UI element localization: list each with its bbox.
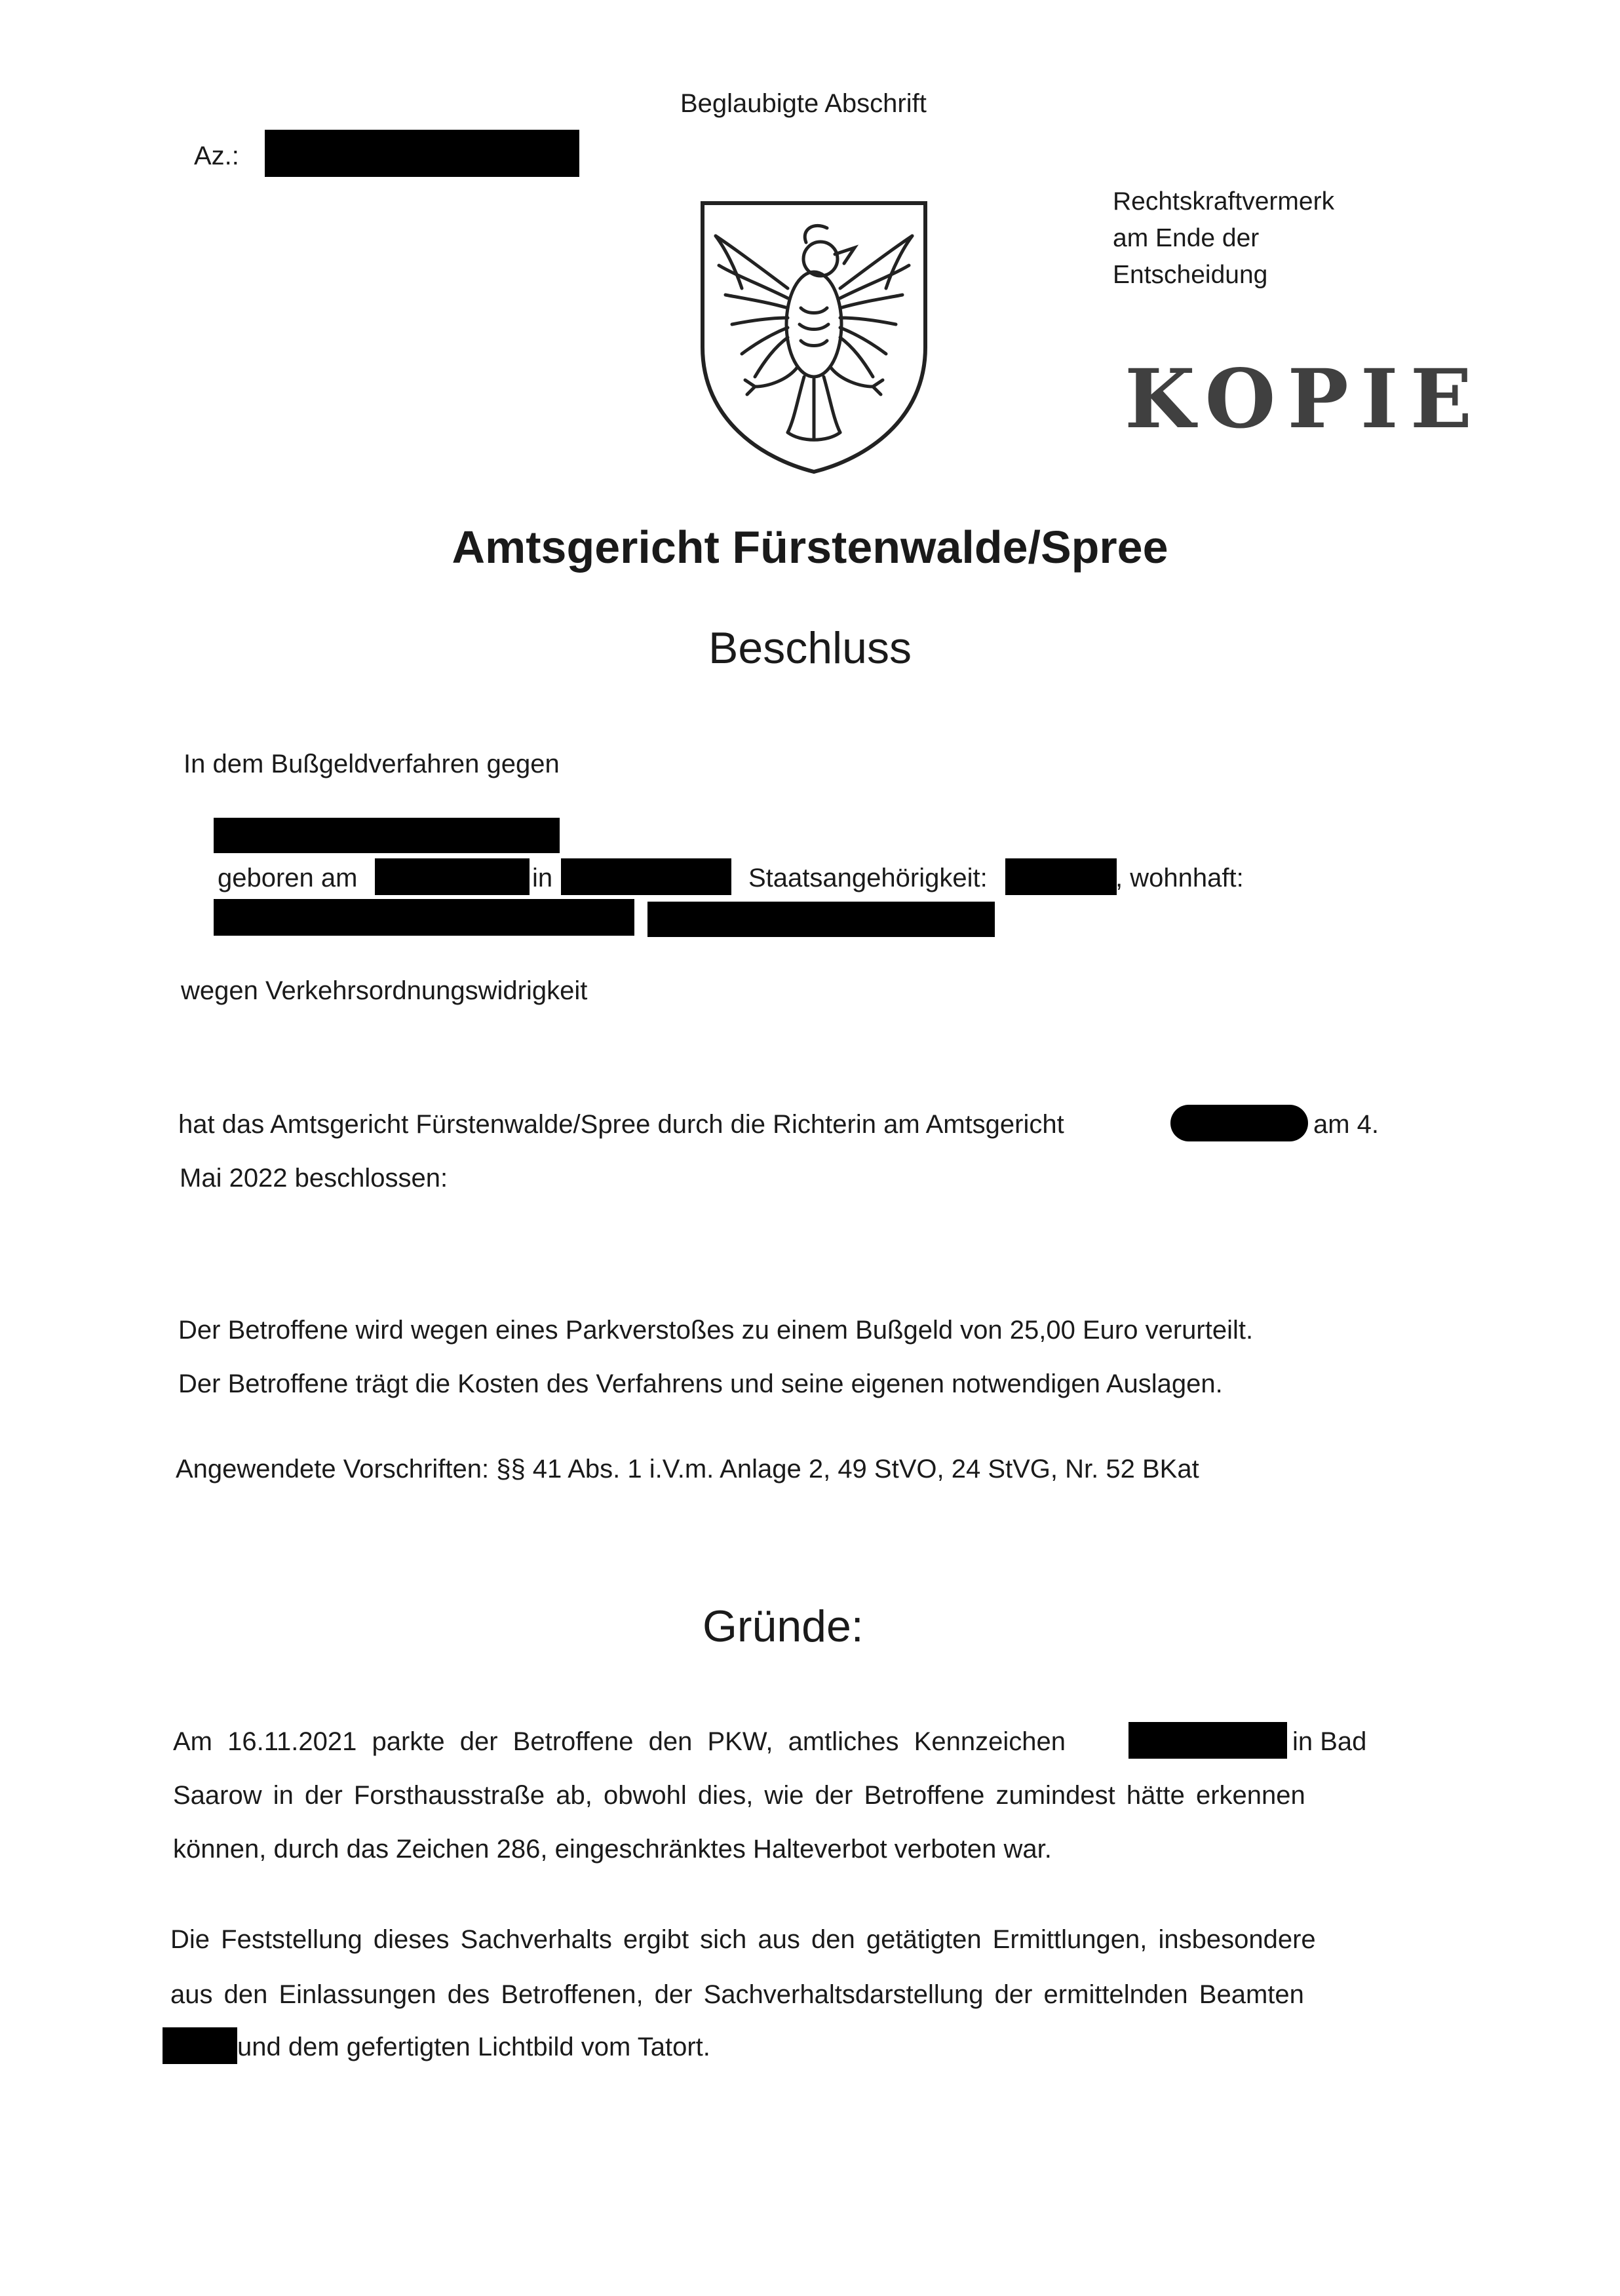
reasons-heading: Gründe: — [703, 1601, 864, 1651]
born-label: geboren am — [218, 864, 358, 892]
finality-note-line-3: Entscheidung — [1113, 261, 1268, 289]
reasons-1-line-3: können, durch das Zeichen 286, eingeschränktes Halteverbot verboten war. — [173, 1835, 1052, 1864]
redacted-name — [214, 818, 560, 853]
reasons-2-line-3: und dem gefertigten Lichtbild vom Tatort. — [237, 2033, 710, 2061]
decision-line-1-text: hat das Amtsgericht Fürstenwalde/Spree durch die Richterin am Amtsgericht — [178, 1110, 1064, 1139]
reasons-1-line-2: Saarow in der Forsthausstraße ab, obwohl dies, wie der Betroffene zumindest hätte erkennen — [173, 1781, 1305, 1810]
redacted-nationality — [1005, 858, 1117, 895]
document-type: Beschluss — [708, 623, 912, 673]
redacted-judge-name — [1170, 1105, 1308, 1141]
redacted-officer-name — [163, 2027, 237, 2064]
redacted-case-number — [265, 130, 579, 177]
nationality-label: Staatsangehörigkeit: — [748, 864, 988, 892]
decision-line-1-end: am 4. — [1313, 1110, 1379, 1139]
certified-copy-label: Beglaubigte Abschrift — [680, 89, 927, 118]
redacted-birth-date — [375, 858, 530, 895]
court-name: Amtsgericht Fürstenwalde/Spree — [452, 522, 1168, 573]
verdict-line-1: Der Betroffene wird wegen eines Parkverstoßes zu einem Bußgeld von 25,00 Euro verurteilt. — [178, 1316, 1254, 1345]
redacted-birthplace — [561, 858, 731, 895]
verdict-line-2: Der Betroffene trägt die Kosten des Verfahrens und seine eigenen notwendigen Auslagen. — [178, 1369, 1223, 1398]
proceedings-intro: In dem Bußgeldverfahren gegen — [183, 750, 560, 778]
redacted-street — [214, 899, 634, 936]
coat-of-arms-eagle — [689, 190, 938, 478]
finality-note-line-2: am Ende der — [1113, 224, 1260, 252]
birthplace-label: in — [532, 864, 553, 892]
applied-provisions: Angewendete Vorschriften: §§ 41 Abs. 1 i.V.m. Anlage 2, 49 StVO, 24 StVG, Nr. 52 BKat — [176, 1455, 1199, 1483]
residence-label: , wohnhaft: — [1115, 864, 1244, 892]
reasons-2-line-2: aus den Einlassungen des Betroffenen, der Sachverhaltsdarstellung der ermittelnden Beamten — [170, 1980, 1304, 2009]
reasons-1-line-1-end: in Bad — [1292, 1727, 1367, 1756]
redacted-city — [647, 902, 995, 937]
decision-line-2: Mai 2022 beschlossen: — [180, 1164, 448, 1193]
redacted-license-plate — [1128, 1722, 1287, 1759]
reasons-2-line-1: Die Feststellung dieses Sachverhalts ergibt sich aus den getätigten Ermittlungen, insbesondere — [170, 1925, 1316, 1954]
case-number-label: Az.: — [194, 142, 239, 170]
charge-text: wegen Verkehrsordnungswidrigkeit — [181, 976, 588, 1005]
copy-stamp: KOPIE — [1125, 352, 1484, 447]
finality-note-line-1: Rechtskraftvermerk — [1113, 187, 1335, 216]
reasons-1-line-1: Am 16.11.2021 parkte der Betroffene den PKW, amtliches Kennzeichen — [173, 1727, 1066, 1756]
